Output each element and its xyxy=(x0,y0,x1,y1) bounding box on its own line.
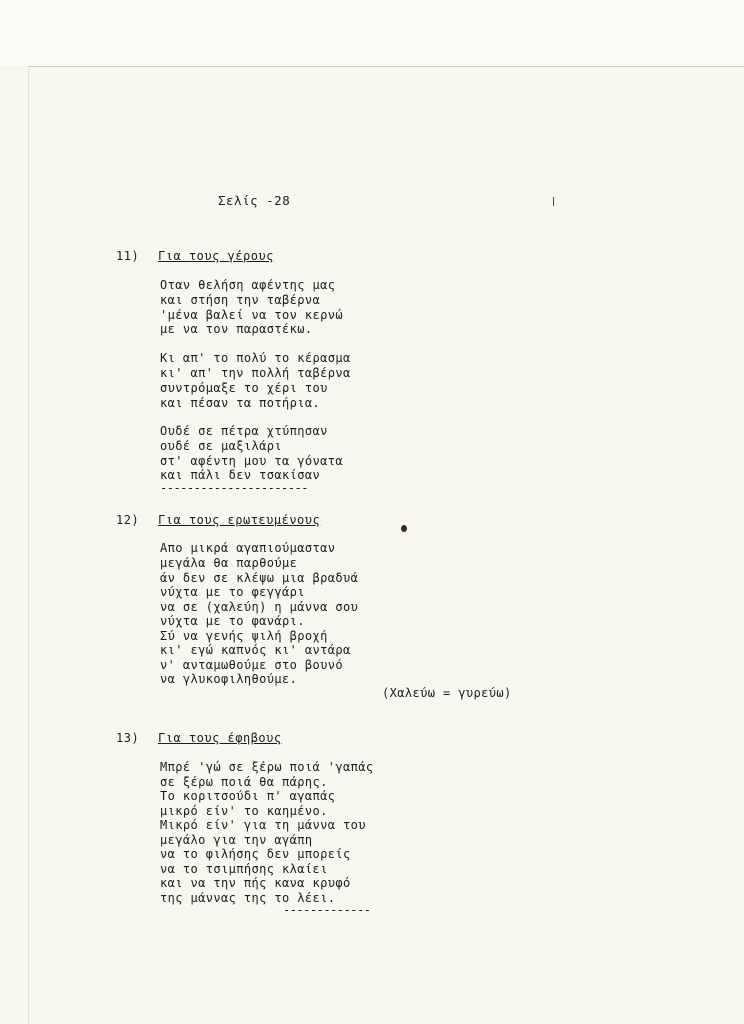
section-12-title: Για τους ερωτευμένους xyxy=(158,513,321,527)
poem-line: μεγάλο για την αγάπη xyxy=(160,833,313,847)
poem-line: 'μένα βαλεί να τον κερνώ xyxy=(160,308,343,322)
section-end-rule: ---------------------- xyxy=(160,481,308,495)
poem-line: στ' αφέντη μου τα γόνατα xyxy=(160,454,343,468)
section-13-number: 13) xyxy=(116,731,140,745)
section-end-rule: ------------- xyxy=(283,903,371,917)
page-number-label: Σελίς -28 xyxy=(218,193,291,208)
poem-line: της μάννας της το λέει. xyxy=(160,891,336,905)
section-11-number: 11) xyxy=(116,249,140,263)
poem-line: άν δεν σε κλέψω μια βραδυά xyxy=(160,571,359,585)
poem-line: Απο μικρά αγαπιούμασταν xyxy=(160,541,336,555)
poem-line: Το κοριτσούδι π' αγαπάς xyxy=(160,789,336,803)
poem-line: νύχτα με το φεγγάρι xyxy=(160,585,305,599)
poem-line: και στήση την ταβέρνα xyxy=(160,293,321,307)
poem-line: μεγάλα θα παρθούμε xyxy=(160,556,298,570)
poem-line: να γλυκοφιληθούμε. xyxy=(160,672,298,686)
poem-line: Σύ να γενής ψιλή βροχή xyxy=(160,629,328,643)
section-12-number: 12) xyxy=(116,513,140,527)
poem-line: νύχτα με το φανάρι. xyxy=(160,614,305,628)
poem-line: να σε (χαλεύη) η μάννα σου xyxy=(160,600,359,614)
poem-line: ν' ανταμωθούμε στο βουνό xyxy=(160,658,343,672)
section-11-title: Για τους γέρους xyxy=(158,249,274,263)
glossary-note: (Χαλεύω = γυρεύω) xyxy=(382,686,512,700)
scan-top-margin xyxy=(0,0,744,66)
poem-line: συντρόμαξε το χέρι του xyxy=(160,381,328,395)
poem-line: Μικρό είν' για τη μάννα του xyxy=(160,818,366,832)
poem-line: και πέσαν τα ποτήρια. xyxy=(160,396,321,410)
poem-line: κι' εγώ καπνός κι' αντάρα xyxy=(160,643,351,657)
poem-line: και να την πής κανα κρυφό xyxy=(160,876,351,890)
poem-line: Ουδέ σε πέτρα χτύπησαν xyxy=(160,424,328,438)
pen-tick-mark xyxy=(553,197,554,206)
poem-line: Μπρέ 'γώ σε ξέρω ποιά 'γαπάς xyxy=(160,760,374,774)
poem-line: κι' απ' την πολλή ταβέρνα xyxy=(160,366,351,380)
poem-line: σε ξέρω ποιά θα πάρης. xyxy=(160,775,328,789)
section-13-title: Για τους έφηβους xyxy=(158,731,282,745)
poem-line: και πάλι δεν τσακίσαν xyxy=(160,468,321,482)
poem-line: μικρό είν' το καημένο. xyxy=(160,804,328,818)
poem-line: να το τσιμπήσης κλαίει xyxy=(160,862,328,876)
poem-line: ουδέ σε μαξιλάρι xyxy=(160,439,282,453)
poem-line: Οταν θελήση αφέντης μας xyxy=(160,278,336,292)
poem-line: να το φιλήσης δεν μπορείς xyxy=(160,847,351,861)
ink-blot xyxy=(401,525,407,532)
poem-line: με να τον παραστέκω. xyxy=(160,322,313,336)
paper-top-edge xyxy=(28,66,744,67)
paper-left-edge xyxy=(28,66,29,1024)
poem-line: Κι απ' το πολύ το κέρασμα xyxy=(160,351,351,365)
